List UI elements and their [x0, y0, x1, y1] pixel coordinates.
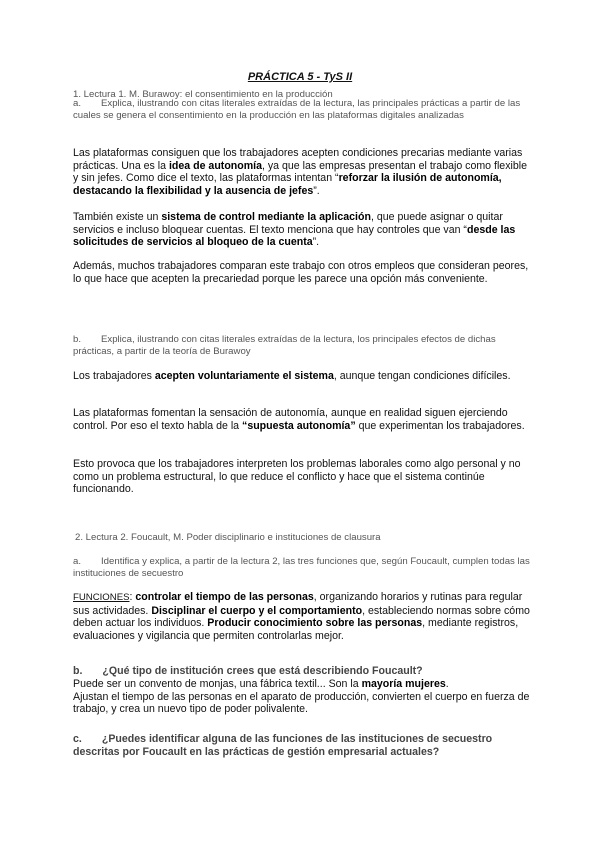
answer-1a-paragraph-1 — [73, 147, 533, 197]
bold-run: Producir conocimiento sobre las personas — [207, 617, 423, 630]
text-run: También existe un — [73, 211, 162, 223]
bold-run: mayoría mujeres — [361, 678, 446, 690]
bold-run: idea de autonomía — [168, 159, 262, 172]
question-2a-text: Identifica y explica, a partir de la lectura 2, las tres funciones que, según Foucault, cumplen todas las instituciones de secuestro — [73, 556, 530, 580]
answer-2a-paragraph — [73, 591, 533, 642]
text-run: Los trabajadores — [73, 370, 155, 382]
section-1-heading: 1. Lectura 1. M. Burawoy: el consentimiento en la producción — [73, 89, 333, 100]
question-1b — [73, 334, 533, 358]
question-2c — [73, 733, 533, 758]
text-run: Ajustan el tiempo de las personas en el aparato de producción, convierten el cuerpo en fuerza de trabajo, y crea un nuevo tipo de poder polivalente. — [73, 690, 530, 716]
bold-run: reforzar la ilusión de autonomía, destacando la flexibilidad y la ausencia de jefes — [73, 172, 502, 197]
question-1b-text: Explica, ilustrando con citas literales extraídas de la lectura, los principales efectos de dichas prácticas, a partir de la teoría de Burawoy — [73, 334, 496, 358]
text-run: Las plataformas consiguen que los trabajadores acepten condiciones precarias mediante varias prácticas. Una es la — [73, 147, 523, 172]
answer-1b-paragraph-1 — [73, 370, 533, 383]
answer-2b-paragraph — [73, 678, 533, 716]
bold-run: controlar el tiempo de las personas — [135, 591, 314, 603]
question-1b-marker: b. — [73, 334, 82, 345]
answer-1b-paragraph-2 — [73, 407, 533, 432]
question-2b — [73, 665, 533, 678]
answer-1a-paragraph-3: Además, muchos trabajadores comparan este trabajo con otros empleos que consideran peores, lo que hace que acepten la precariedad porque les parece una opción más conveniente. — [73, 260, 529, 285]
bold-run: Disciplinar el cuerpo y el comportamiento — [151, 604, 363, 617]
text-run: Puede ser un convento de monjas, una fábrica textil... Son la — [73, 678, 362, 690]
text-run: : — [129, 591, 136, 603]
text-run: , organizando horarios y rutinas para regular sus actividades. — [73, 591, 523, 617]
text-run: , estableciendo normas sobre cómo deben actuar los individuos. — [73, 604, 530, 630]
question-1a — [73, 98, 533, 122]
text-run: , mediante registros, evaluaciones y vigilancia que permiten controlarlas mejor. — [73, 617, 519, 642]
question-2c-marker: c. — [73, 733, 82, 745]
text-run: . — [445, 678, 449, 690]
text-run: , aunque tengan condiciones difíciles. — [333, 370, 511, 382]
section-2-heading: 2. Lectura 2. Foucault, M. Poder disciplinario e instituciones de clausura — [75, 532, 381, 543]
question-2b-text: ¿Qué tipo de institución crees que está describiendo Foucault? — [102, 665, 423, 677]
text-run: , ya que las empresas presentan el trabajo como flexible y sin jefes. Como dice el texto, las plataformas intentan “ — [73, 159, 527, 185]
page-title: PRÁCTICA 5 - TyS II — [247, 71, 353, 83]
text-run: ”. — [312, 236, 320, 249]
answer-1b-paragraph-3: Esto provoca que los trabajadores interpreten los problemas laborales como algo personal y no como un problema estructural, lo que reduce el conflicto y hace que el sistema continúe funcionando. — [73, 458, 521, 496]
question-2a — [73, 556, 533, 580]
answer-1a-paragraph-2 — [73, 211, 533, 249]
question-2b-marker: b. — [73, 665, 83, 677]
bold-run: “supuesta autonomía” — [242, 419, 356, 432]
question-2c-text: ¿Puedes identificar alguna de las funciones de las instituciones de secuestro descritas por Foucault en las prácticas de gestión empresarial actuales? — [73, 733, 493, 758]
bold-run: desde las solicitudes de servicios al bloqueo de la cuenta — [73, 223, 516, 249]
functions-label: FUNCIONES — [73, 592, 130, 603]
bold-run: sistema de control mediante la aplicación — [161, 211, 371, 223]
question-1a-text: Explica, ilustrando con citas literales extraídas de la lectura, las principales prácticas a partir de las cuales se genera el consentimiento en la producción en las plataformas digitales analizadas — [73, 98, 521, 122]
question-2a-marker: a. — [73, 556, 82, 567]
text-run: ”. — [313, 184, 320, 197]
text-run: , que puede asignar o quitar servicios e incluso bloquear cuentas. El texto menciona que hay controles que van “ — [73, 211, 503, 236]
text-run: que experimentan los trabajadores. — [355, 419, 525, 432]
bold-run: acepten voluntariamente el sistema — [154, 370, 334, 382]
text-run: Las plataformas fomentan la sensación de autonomía, aunque en realidad siguen ejerciendo control. Por eso el texto habla de la — [73, 407, 508, 432]
question-1a-marker: a. — [73, 98, 82, 109]
